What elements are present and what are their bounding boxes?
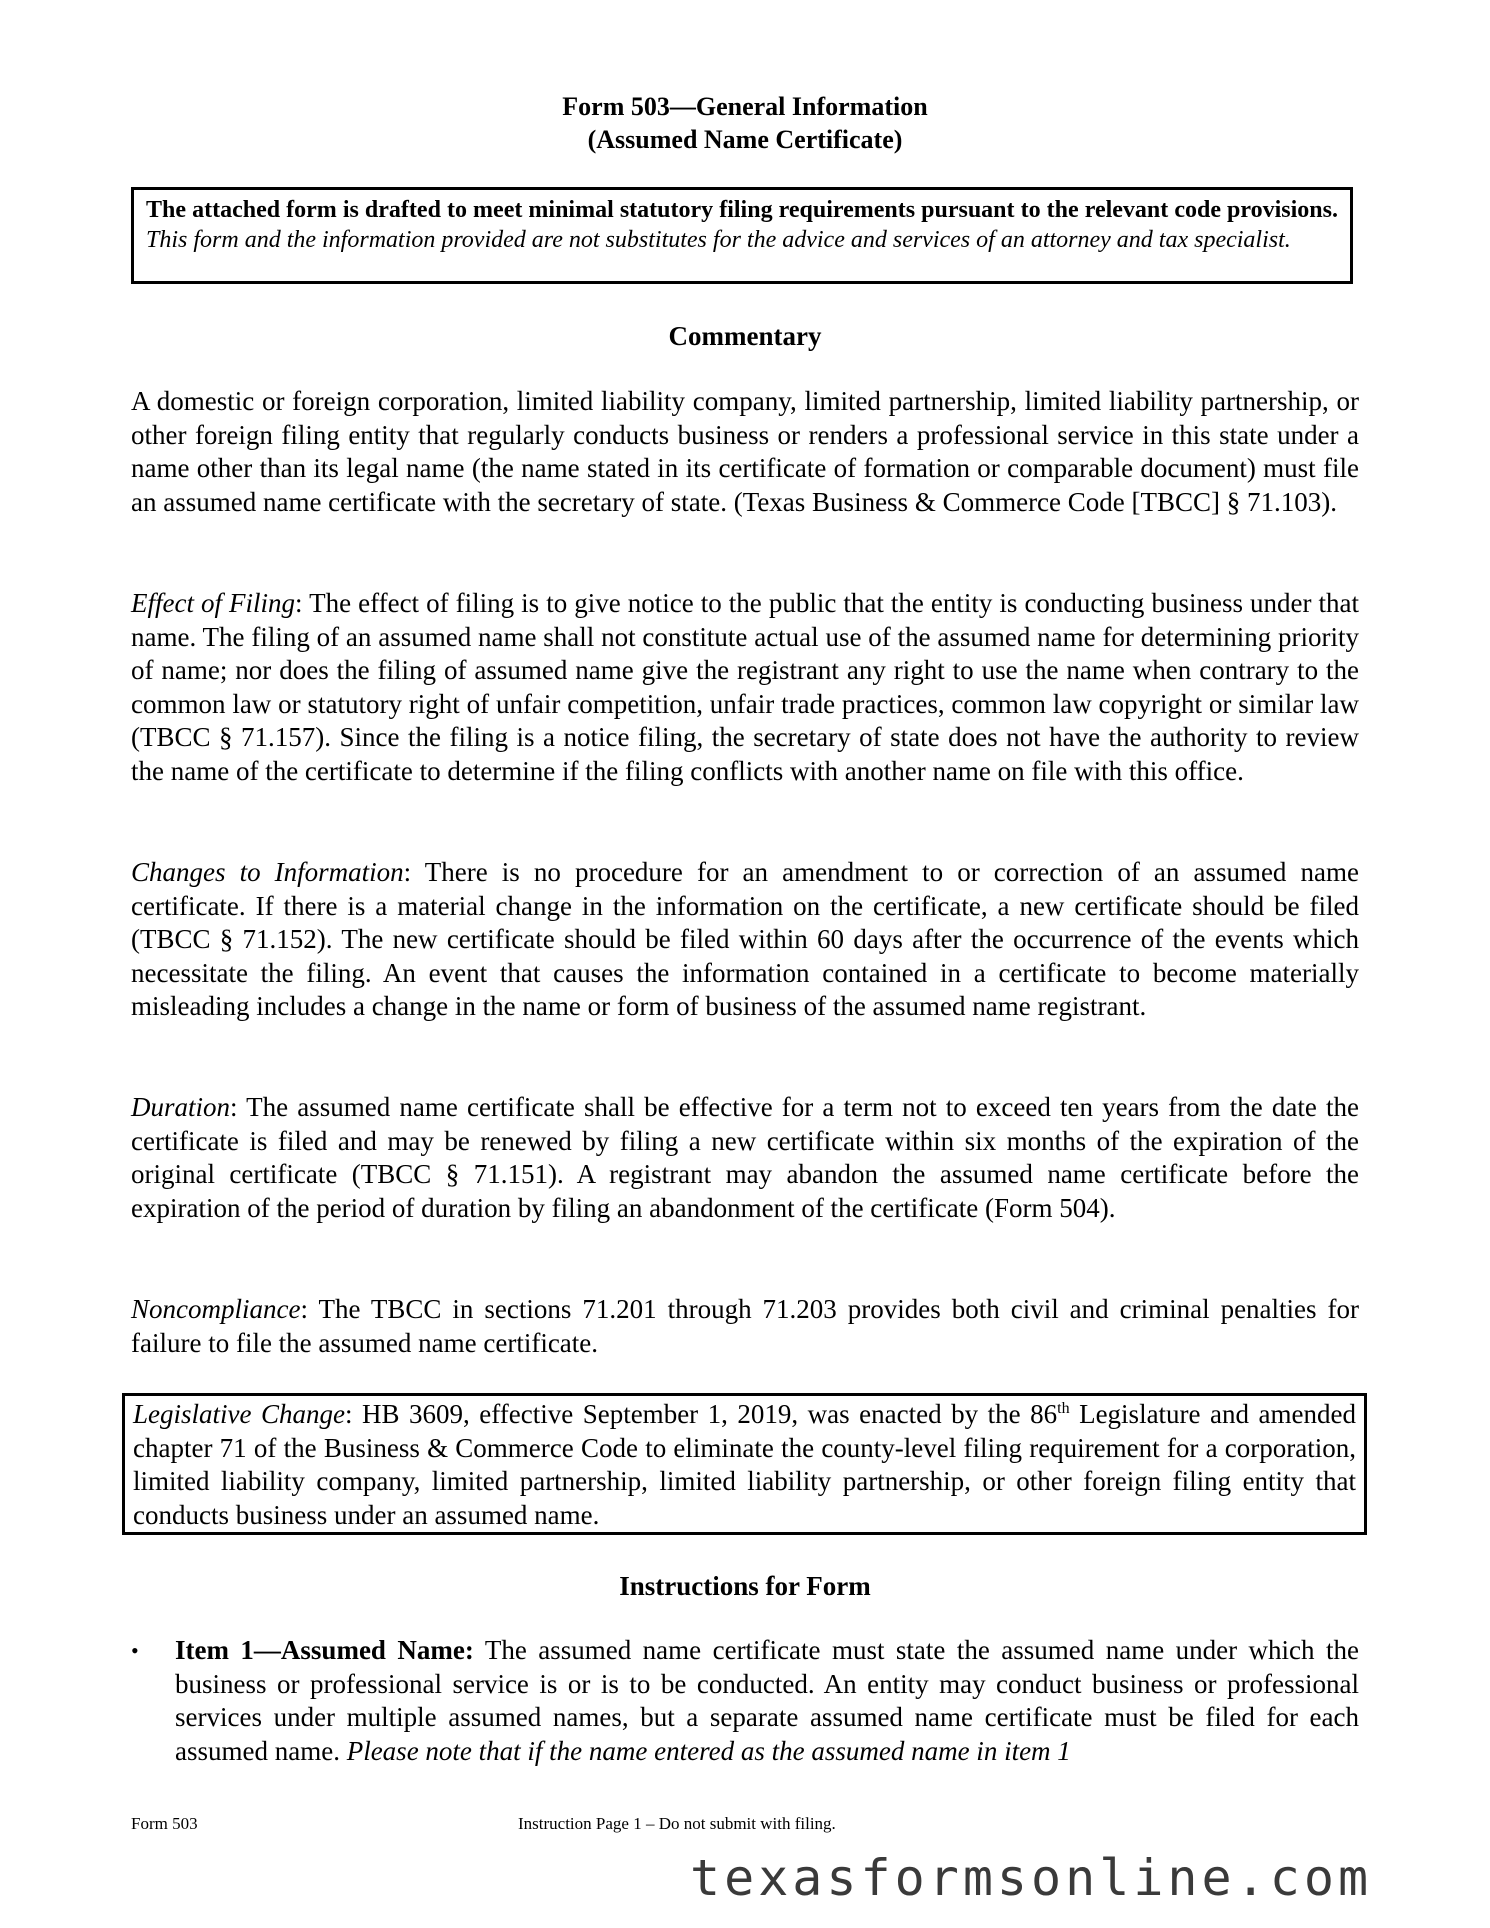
footer-page-note: Instruction Page 1 – Do not submit with filing.: [518, 1814, 836, 1833]
noncompliance-text: : The TBCC in sections 71.201 through 71.203 provides both civil and criminal penalties for failure to file the assumed name certificate.: [131, 1294, 1359, 1358]
noncompliance-paragraph: [131, 1293, 1359, 1360]
effect-of-filing-label: Effect of Filing: [131, 588, 296, 618]
noncompliance-label: Noncompliance: [131, 1294, 301, 1324]
changes-paragraph: [131, 856, 1359, 1024]
disclaimer-bold: The attached form is drafted to meet minimal statutory filing requirements pursuant to the relevant code provisions.: [146, 197, 1338, 223]
item-1-label: Item 1—Assumed Name:: [175, 1635, 474, 1665]
legislative-change-box: [122, 1393, 1367, 1535]
bullet-icon: •: [131, 1638, 139, 1663]
instructions-heading: Instructions for Form: [619, 1571, 871, 1601]
legislative-change-label: Legislative Change: [133, 1399, 345, 1429]
disclaimer-italic: This form and the information provided are not substitutes for the advice and services of an attorney and tax specialist.: [146, 227, 1291, 253]
effect-of-filing-paragraph: [131, 587, 1359, 789]
duration-text: : The assumed name certificate shall be effective for a term not to exceed ten years from the date the certificate is filed and may be renewed by filing a new certificate within six months of the expiration of the original certificate (TBCC § 71.151). A registrant may abandon the assumed name certificate before the expiration of the period of duration by filing an abandonment of the certificate (Form 504).: [131, 1092, 1359, 1223]
duration-label: Duration: [131, 1092, 231, 1122]
page-title: [0, 90, 1490, 156]
commentary-intro: A domestic or foreign corporation, limited liability company, limited partnership, limited liability partnership, or other foreign filing entity that regularly conducts business or renders a professional service in this state under a name other than its legal name (the name stated in its certificate of formation or comparable document) must file an assumed name certificate with the secretary of state. (Texas Business & Commerce Code [TBCC] § 71.103).: [131, 386, 1359, 517]
site-watermark: texasformsonline.com: [690, 1849, 1373, 1907]
item-1-italic-note: Please note that if the name entered as the assumed name in item 1: [346, 1735, 1071, 1766]
changes-text: : There is no procedure for an amendment to or correction of an assumed name certificate. If there is a material change in the information on the certificate, a new certificate should be filed (TBCC § 71.152). The new certificate should be filed within 60 days after the occurrence of the events which necessitate the filing. An event that causes the information contained in a certificate to become materially misleading includes a change in the name or form of business of the assumed name registrant.: [131, 857, 1359, 1022]
effect-of-filing-text: : The effect of filing is to give notice to the public that the entity is conducting business under that name. The filing of an assumed name shall not constitute actual use of the assumed name for determining priority of name; nor does the filing of assumed name give the registrant any right to use the name when contrary to the common law or statutory right of unfair competition, unfair trade practices, common law copyright or similar law (TBCC § 71.157). Since the filing is a notice filing, the secretary of state does not have the authority to review the name of the certificate to determine if the filing conflicts with another name on file with this office.: [131, 588, 1359, 786]
disclaimer-box: [131, 187, 1353, 284]
changes-label: Changes to Information: [131, 857, 404, 887]
legislative-text-before: : HB 3609, effective September 1, 2019, was enacted by the 86: [344, 1399, 1058, 1429]
footer-form-number: Form 503: [131, 1814, 198, 1833]
legislative-text-after: Legislature and amended chapter 71 of the Business & Commerce Code to eliminate the county-level filing requirement for a corporation, limited liability company, limited partnership, limited liability partnership, or other foreign filing entity that conducts business under an assumed name.: [133, 1399, 1356, 1530]
title-line-1: Form 503—General Information: [562, 92, 928, 121]
commentary-heading: Commentary: [668, 321, 822, 351]
title-line-2: (Assumed Name Certificate): [587, 125, 903, 154]
item-1-text: The assumed name certificate must state the assumed name under which the business or professional service is or is to be conducted. An entity may conduct business or professional services under multiple assumed names, but a separate assumed name certificate must be filed for each assumed name.: [175, 1635, 1359, 1766]
legislative-ordinal-suffix: th: [1057, 1400, 1070, 1417]
duration-paragraph: [131, 1091, 1359, 1225]
